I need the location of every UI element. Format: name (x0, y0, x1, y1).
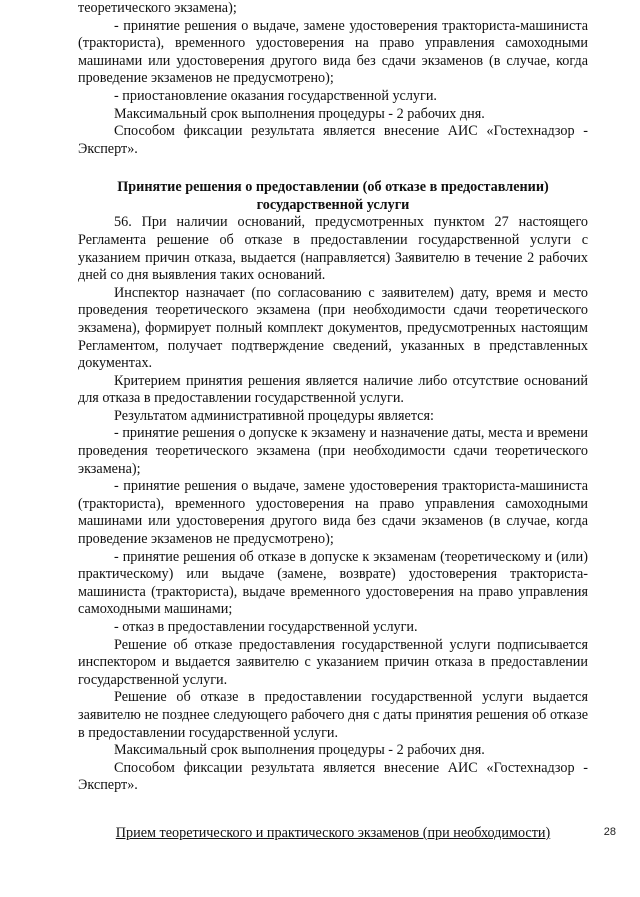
paragraph: Способом фиксации результата является внесение АИС «Гостехнадзор - Эксперт». (78, 759, 588, 794)
paragraph: Результатом административной процедуры является: (114, 407, 434, 424)
page-number: 28 (603, 826, 616, 838)
paragraph: - принятие решения о выдаче, замене удостоверения тракториста-машиниста (тракториста), временного удостоверения на право управления самоходными машинами или удостоверения другого вида без сдачи экзаменов (в случае, когда проведение экзаменов не предусмотрено); (78, 17, 588, 87)
top-text-block (78, 0, 588, 158)
paragraph: 56. При наличии оснований, предусмотренных пунктом 27 настоящего Регламента решение об отказе в предоставлении государственной услуги с указанием причин отказа, выдается (направляется) Заявителю в течение 2 рабочих дней со дня выявления таких оснований. (78, 214, 588, 284)
document-page (78, 0, 588, 843)
paragraph: Способом фиксации результата является внесение АИС «Гостехнадзор - Эксперт». (78, 123, 588, 157)
paragraph: Решение об отказе предоставления государственной услуги подписывается инспектором и выдается заявителю с указанием причин отказа в предоставлении государственной услуги. (78, 636, 588, 688)
paragraph: Максимальный срок выполнения процедуры - 2 рабочих дня. (114, 105, 485, 122)
paragraph: - приостановление оказания государственной услуги. (114, 87, 437, 104)
next-section-heading: Прием теоретического и практического экзаменов (при необходимости) (115, 824, 551, 841)
paragraph: - принятие решения об отказе в допуске к экзаменам (теоретическому и (или) практическому) или выдаче (замене, возврате) удостоверения тракториста-машиниста (тракториста), выдаче временного удостоверения на право управления самоходными машинами; (78, 548, 588, 618)
section-heading: Принятие решения о предоставлении (об отказе в предоставлении) государственной услуги (117, 179, 549, 214)
paragraph: - отказ в предоставлении государственной услуги. (114, 619, 418, 635)
paragraph: Критерием принятия решения является наличие либо отсутствие оснований для отказа в предоставлении государственной услуги. (78, 372, 588, 407)
paragraph: теоретического экзамена); (78, 0, 237, 16)
main-text-block (78, 214, 588, 795)
paragraph: - принятие решения о допуске к экзамену и назначение даты, места и времени проведения теоретического экзамена (при необходимости сдачи теоретического экзамена); (78, 425, 588, 477)
paragraph: Решение об отказе в предоставлении государственной услуги выдается заявителю не позднее следующего рабочего дня с даты принятия решения об отказе в предоставлении государственной услуги. (78, 689, 588, 741)
paragraph: Максимальный срок выполнения процедуры - 2 рабочих дня. (114, 742, 485, 759)
paragraph: Инспектор назначает (по согласованию с заявителем) дату, время и место проведения теоретического экзамена (при необходимости сдачи теоретического экзамена), формирует полный комплект документов, предусмотренных настоящим Регламентом, получает подтверждение сведений, указанных в представленных документах. (78, 284, 588, 372)
paragraph: - принятие решения о выдаче, замене удостоверения тракториста-машиниста (тракториста), временного удостоверения на право управления самоходными машинами или удостоверения другого вида без сдачи экзаменов (в случае, когда проведение экзаменов не предусмотрено); (78, 478, 588, 548)
